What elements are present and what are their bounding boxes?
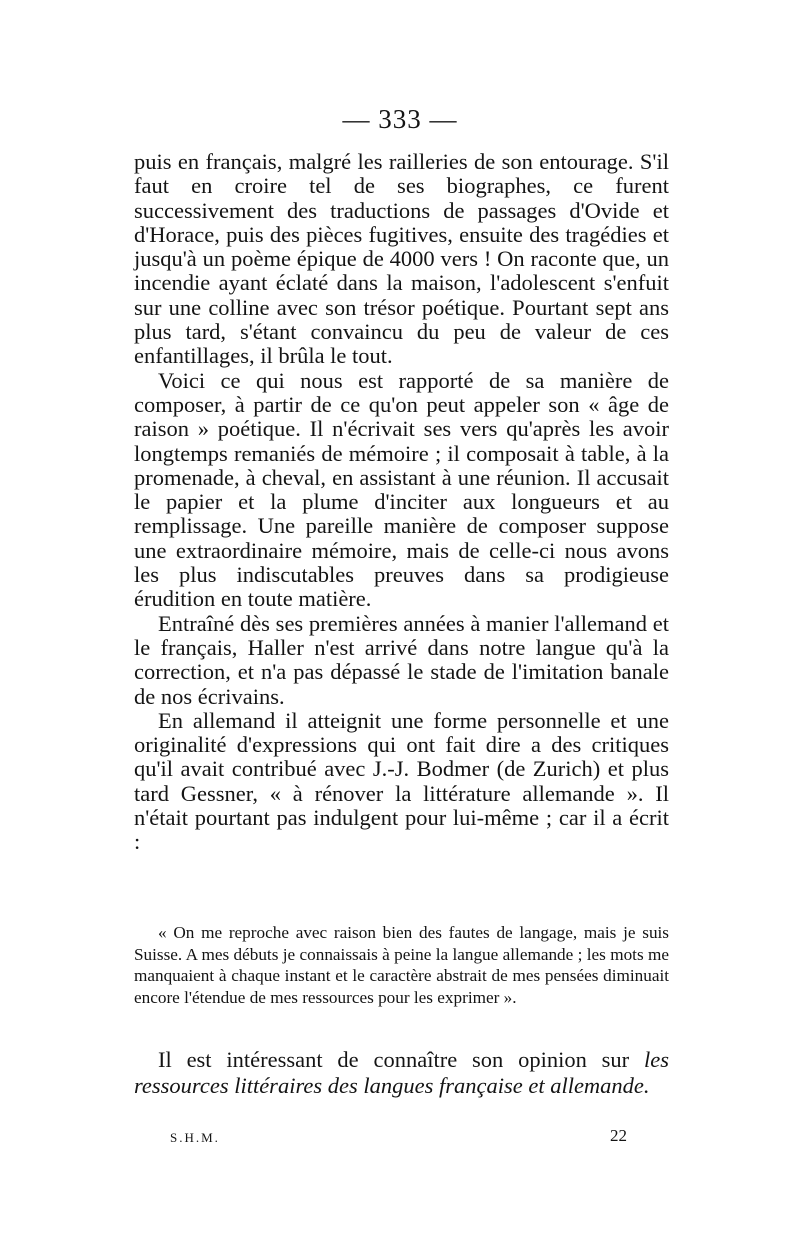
paragraph-1: puis en français, malgré les railleries de son entourage. S'il faut en croire tel de ses biographes, ce furent successivement des traductions de passages d'Ovide et d'Horace, puis des pièces fugitives, ensuite des tragédies et jusqu'à un poème épique de 4000 vers ! On raconte que, un incendie ayant éclaté dans la maison, l'adolescent s'enfuit sur une colline avec son trésor poétique. Pourtant sept ans plus tard, s'étant convaincu du peu de valeur de ces enfantillages, il brûla le tout. [134,149,669,369]
body-text [134,150,669,855]
paragraph-2: Voici ce qui nous est rapporté de sa manière de composer, à partir de ce qu'on peut appeler son « âge de raison » poétique. Il n'écrivait ses vers qu'après les avoir longtemps remaniés de mémoire ; il composait à table, à la promenade, à cheval, en assistant à une réunion. Il accusait le papier et la plume d'inciter aux longueurs et au remplissage. Une pareille manière de composer suppose une extraordinaire mémoire, mais de celle-ci nous avons les plus indiscutables preuves dans sa prodigieuse érudition en toute matière. [134,367,669,612]
paragraph-4: En allemand il atteignit une forme personnelle et une originalité d'expressions qui ont fait dire a des critiques qu'il avait contribué avec J.-J. Bodmer (de Zurich) et plus tard Gessner, « à rénover la littérature allemande ». Il n'était pourtant pas indulgent pour lui-même ; car il a écrit : [134,707,669,855]
closing-paragraph [134,1047,669,1099]
page-number: — 333 — [342,104,458,134]
footer-sheet-number: 22 [610,1126,627,1145]
paragraph-3: Entraîné dès ses premières années à manier l'allemand et le français, Haller n'est arrivé dans notre langue qu'à la correction, et n'a pas dépassé le stade de l'imitation banale de nos écrivains. [134,610,669,709]
block-quote: « On me reproche avec raison bien des fautes de langage, mais je suis Suisse. A mes débuts je connaissais à peine la langue allemande ; les mots me manquaient à chaque instant et le caractère abstrait de mes pensées diminuait encore l'étendue de mes ressources pour les exprimer ». [134,923,669,1007]
closing-text: Il est intéressant de connaître son opinion sur [158,1047,644,1072]
footer-signature: S.H.M. [170,1130,220,1145]
closing-italic: les ressources littéraires des langues française et allemande. [134,1047,669,1098]
